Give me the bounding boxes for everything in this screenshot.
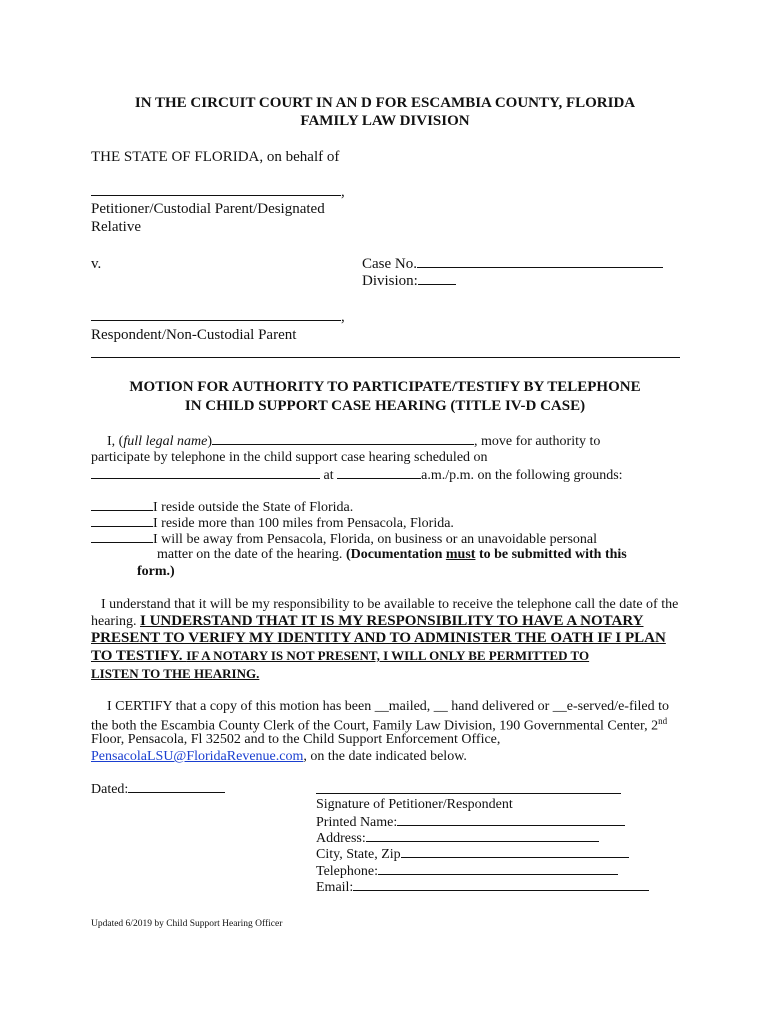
notary-caps-4: LISTEN TO THE HEARING. bbox=[91, 666, 260, 681]
telephone-line bbox=[316, 863, 618, 880]
close-paren: ) bbox=[207, 434, 212, 449]
doc-note-a: (Documentation bbox=[345, 547, 446, 562]
court-header-line2: FAMILY LAW DIVISION bbox=[300, 113, 470, 129]
ground2-text: I reside more than 100 miles from Pensacola, Florida. bbox=[153, 516, 454, 531]
telephone-blank[interactable] bbox=[378, 863, 618, 875]
at-text: at bbox=[320, 468, 338, 483]
dated-blank[interactable] bbox=[128, 781, 225, 793]
petitioner-label-1: Petitioner/Custodial Parent/Designated bbox=[91, 201, 325, 217]
ordinal-suffix: nd bbox=[658, 716, 668, 726]
doc-note-c: form.) bbox=[137, 564, 175, 579]
understand-line2 bbox=[91, 613, 644, 630]
respondent-label: Respondent/Non-Custodial Parent bbox=[91, 327, 297, 343]
address-label: Address: bbox=[316, 831, 366, 846]
ground1-text: I reside outside the State of Florida. bbox=[153, 500, 354, 515]
respondent-name-blank[interactable] bbox=[91, 309, 341, 321]
email-link[interactable]: PensacolaLSU@FloridaRevenue.com bbox=[91, 749, 304, 764]
division-line bbox=[362, 273, 456, 290]
intro-line2: participate by telephone in the child support case hearing scheduled on bbox=[91, 450, 488, 465]
case-no-label: Case No. bbox=[362, 256, 417, 272]
full-legal-name-hint: full legal name bbox=[123, 434, 208, 449]
petitioner-label-2: Relative bbox=[91, 219, 141, 235]
case-no-line bbox=[362, 256, 663, 273]
intro-line3 bbox=[91, 467, 623, 484]
ground3-text: I will be away from Pensacola, Florida, on business or an unavoidable personal bbox=[153, 532, 598, 547]
motion-title-line2: IN CHILD SUPPORT CASE HEARING (TITLE IV-D CASE) bbox=[184, 398, 586, 414]
certify-line4 bbox=[91, 749, 467, 765]
hearing-date-blank[interactable] bbox=[91, 467, 320, 479]
ground3-cont-text: matter on the date of the hearing. bbox=[157, 547, 346, 562]
printed-name-line bbox=[316, 814, 625, 831]
ground2-blank[interactable] bbox=[91, 515, 153, 527]
ground-over-100-miles bbox=[91, 515, 454, 532]
hearing-word: hearing. bbox=[91, 614, 140, 629]
address-line bbox=[316, 830, 599, 847]
case-no-blank[interactable] bbox=[417, 256, 663, 268]
ground-away-business bbox=[91, 531, 597, 548]
city-state-zip-line bbox=[316, 846, 629, 863]
signature-label: Signature of Petitioner/Respondent bbox=[316, 797, 513, 812]
state-line: THE STATE OF FLORIDA, on behalf of bbox=[91, 149, 340, 165]
notary-caps-3b: IF A NOTARY IS NOT PRESENT, I WILL ONLY BE PERMITTED TO bbox=[186, 648, 590, 663]
footer-updated: Updated 6/2019 by Child Support Hearing Officer bbox=[91, 919, 283, 929]
division-blank[interactable] bbox=[418, 273, 456, 285]
petitioner-name-blank[interactable] bbox=[91, 184, 341, 196]
full-legal-name-blank[interactable] bbox=[212, 433, 474, 445]
city-state-zip-label: City, State, Zip bbox=[316, 847, 401, 862]
printed-name-label: Printed Name: bbox=[316, 815, 398, 830]
ground-outside-florida bbox=[91, 499, 353, 516]
respondent-name-line[interactable]: , bbox=[91, 309, 345, 326]
ground1-blank[interactable] bbox=[91, 499, 153, 511]
certify-line2-text: the both the Escambia County Clerk of the Court, Family Law Division, 190 Governmental Center, 2 bbox=[91, 718, 659, 734]
understand-line1: I understand that it will be my responsibility to be available to receive the telephone call the date of the bbox=[101, 597, 679, 612]
ground3-continuation bbox=[157, 547, 627, 563]
move-text: , move for authority to bbox=[474, 434, 601, 449]
hearing-time-blank[interactable] bbox=[337, 467, 421, 479]
petitioner-name-line[interactable]: , bbox=[91, 184, 345, 201]
ground3-blank[interactable] bbox=[91, 531, 153, 543]
caption-divider bbox=[91, 357, 680, 358]
motion-title-line1: MOTION FOR AUTHORITY TO PARTICIPATE/TESTIFY BY TELEPHONE bbox=[129, 379, 641, 395]
city-state-zip-blank[interactable] bbox=[401, 846, 629, 858]
printed-name-blank[interactable] bbox=[397, 814, 625, 826]
notary-caps-2: PRESENT TO VERIFY MY IDENTITY AND TO ADMINISTER THE OATH IF I PLAN bbox=[91, 630, 666, 646]
understand-line4 bbox=[91, 648, 589, 665]
email-line bbox=[316, 879, 649, 896]
versus: v. bbox=[91, 256, 102, 272]
ampm-text: a.m./p.m. on the following grounds: bbox=[421, 468, 623, 483]
notary-caps-1: I UNDERSTAND THAT IT IS MY RESPONSIBILITY TO HAVE A NOTARY bbox=[139, 613, 644, 629]
doc-note-b: to be submitted with this bbox=[475, 547, 627, 562]
certify-line3: Floor, Pensacola, Fl 32502 and to the Child Support Enforcement Office, bbox=[91, 732, 501, 747]
email-label: Email: bbox=[316, 880, 354, 895]
address-blank[interactable] bbox=[366, 830, 599, 842]
division-label: Division: bbox=[362, 273, 418, 289]
certify-line1: I CERTIFY that a copy of this motion has been __mailed, __ hand delivered or __e-served/e-filed to bbox=[107, 699, 669, 714]
intro-line1 bbox=[107, 433, 600, 450]
certify-line4-rest: , on the date indicated below. bbox=[303, 749, 467, 764]
doc-note-must: must bbox=[445, 547, 476, 562]
signature-line[interactable] bbox=[316, 793, 621, 794]
dated-line bbox=[91, 781, 225, 798]
dated-label: Dated: bbox=[91, 782, 129, 797]
intro-i: I, ( bbox=[107, 434, 124, 449]
court-header-line1: IN THE CIRCUIT COURT IN AN D FOR ESCAMBIA COUNTY, FLORIDA bbox=[134, 95, 636, 111]
notary-caps-3a: TO TESTIFY. bbox=[91, 648, 187, 664]
telephone-label: Telephone: bbox=[316, 864, 378, 879]
email-blank[interactable] bbox=[353, 879, 649, 891]
